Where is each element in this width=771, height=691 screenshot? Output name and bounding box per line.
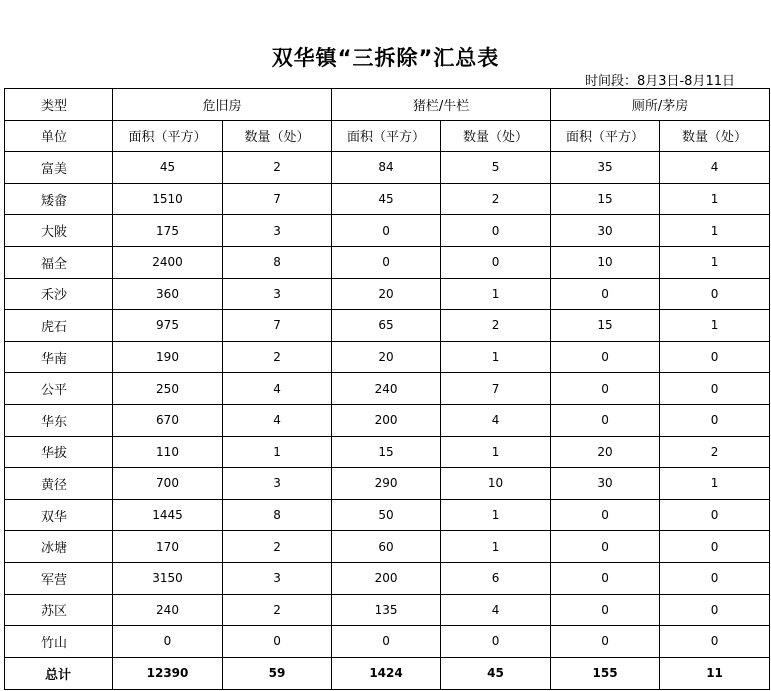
count-header-cell: 数量（处）: [441, 120, 551, 152]
page-title: 双华镇“三拆除”汇总表: [271, 46, 500, 70]
house-area-cell: 360: [113, 278, 223, 310]
house-count-cell: 4: [223, 373, 332, 405]
table-row: [5, 373, 770, 405]
area-header-cell: 面积（平方）: [332, 120, 441, 152]
pigsty-area-cell: 0: [332, 626, 441, 658]
pigsty-count-cell: 45: [441, 657, 551, 689]
house-area-cell: 3150: [113, 562, 223, 594]
unit-name-cell: 竹山: [5, 626, 113, 658]
house-area-cell: 170: [113, 531, 223, 563]
table-row: [5, 183, 770, 215]
unit-name-cell: 公平: [5, 373, 113, 405]
unit-name-cell: 禾沙: [5, 278, 113, 310]
pigsty-area-cell: 20: [332, 341, 441, 373]
pigsty-area-cell: 0: [332, 246, 441, 278]
table-row: [5, 310, 770, 342]
house-area-cell: 190: [113, 341, 223, 373]
house-count-cell: 8: [223, 246, 332, 278]
count-header-cell: 数量（处）: [223, 120, 332, 152]
pigsty-count-cell: 0: [441, 626, 551, 658]
house-area-cell: 700: [113, 468, 223, 500]
house-count-cell: 2: [223, 341, 332, 373]
house-count-cell: 3: [223, 562, 332, 594]
area-header-cell: 面积（平方）: [551, 120, 660, 152]
pigsty-area-cell: 15: [332, 436, 441, 468]
toilet-count-cell: 0: [660, 499, 770, 531]
total-label-cell: 总计: [5, 657, 113, 689]
pigsty-area-cell: 0: [332, 215, 441, 247]
pigsty-count-cell: 4: [441, 594, 551, 626]
pigsty-count-cell: 1: [441, 436, 551, 468]
house-area-cell: 975: [113, 310, 223, 342]
house-area-cell: 250: [113, 373, 223, 405]
table-row: [5, 594, 770, 626]
table-row: [5, 436, 770, 468]
pigsty-count-cell: 6: [441, 562, 551, 594]
pigsty-area-cell: 20: [332, 278, 441, 310]
house-count-cell: 7: [223, 310, 332, 342]
toilet-count-cell: 0: [660, 594, 770, 626]
unit-name-cell: 苏区: [5, 594, 113, 626]
house-count-cell: 0: [223, 626, 332, 658]
toilet-area-cell: 0: [551, 341, 660, 373]
toilet-area-cell: 30: [551, 468, 660, 500]
pigsty-area-cell: 135: [332, 594, 441, 626]
table-row: [5, 215, 770, 247]
area-header-cell: 面积（平方）: [113, 120, 223, 152]
toilet-area-cell: 0: [551, 278, 660, 310]
house-area-cell: 1510: [113, 183, 223, 215]
table-row: [5, 499, 770, 531]
unit-name-cell: 黄径: [5, 468, 113, 500]
pigsty-area-cell: 1424: [332, 657, 441, 689]
pigsty-count-cell: 5: [441, 152, 551, 184]
house-area-cell: 0: [113, 626, 223, 658]
toilet-area-cell: 20: [551, 436, 660, 468]
toilet-count-cell: 0: [660, 626, 770, 658]
toilet-area-cell: 0: [551, 404, 660, 436]
toilet-count-cell: 0: [660, 278, 770, 310]
unit-name-cell: 双华: [5, 499, 113, 531]
unit-name-cell: 虎石: [5, 310, 113, 342]
toilet-area-cell: 0: [551, 562, 660, 594]
pigsty-area-cell: 290: [332, 468, 441, 500]
type-header-cell: 类型: [5, 89, 113, 121]
unit-name-cell: 华南: [5, 341, 113, 373]
unit-name-cell: 福全: [5, 246, 113, 278]
house-area-cell: 670: [113, 404, 223, 436]
toilet-count-cell: 11: [660, 657, 770, 689]
house-area-cell: 2400: [113, 246, 223, 278]
toilet-area-cell: 10: [551, 246, 660, 278]
table-row: [5, 246, 770, 278]
summary-table-body: [5, 89, 770, 690]
toilet-area-cell: 0: [551, 594, 660, 626]
toilet-count-cell: 0: [660, 341, 770, 373]
pigsty-area-cell: 84: [332, 152, 441, 184]
pigsty-count-cell: 0: [441, 215, 551, 247]
header-row-units: [5, 120, 770, 152]
table-row: [5, 626, 770, 658]
toilet-area-cell: 30: [551, 215, 660, 247]
toilet-count-cell: 0: [660, 562, 770, 594]
toilet-count-cell: 1: [660, 468, 770, 500]
house-count-cell: 2: [223, 152, 332, 184]
toilet-area-cell: 0: [551, 499, 660, 531]
total-row: [5, 657, 770, 689]
house-area-cell: 12390: [113, 657, 223, 689]
house-count-cell: 7: [223, 183, 332, 215]
house-area-cell: 175: [113, 215, 223, 247]
table-row: [5, 152, 770, 184]
pigsty-area-cell: 50: [332, 499, 441, 531]
house-count-cell: 2: [223, 531, 332, 563]
toilet-count-cell: 1: [660, 246, 770, 278]
toilet-area-cell: 35: [551, 152, 660, 184]
toilet-count-cell: 2: [660, 436, 770, 468]
pigsty-count-cell: 1: [441, 531, 551, 563]
table-row: [5, 278, 770, 310]
pigsty-count-cell: 1: [441, 341, 551, 373]
unit-name-cell: 大陂: [5, 215, 113, 247]
pigsty-area-cell: 200: [332, 562, 441, 594]
count-header-cell: 数量（处）: [660, 120, 770, 152]
house-area-cell: 45: [113, 152, 223, 184]
unit-name-cell: 华东: [5, 404, 113, 436]
house-count-cell: 4: [223, 404, 332, 436]
unit-name-cell: 矮畲: [5, 183, 113, 215]
table-row: [5, 404, 770, 436]
toilet-area-cell: 0: [551, 626, 660, 658]
house-count-cell: 2: [223, 594, 332, 626]
unit-name-cell: 华拔: [5, 436, 113, 468]
toilet-count-cell: 0: [660, 531, 770, 563]
toilet-area-cell: 0: [551, 373, 660, 405]
unit-name-cell: 冰塘: [5, 531, 113, 563]
pigsty-count-cell: 10: [441, 468, 551, 500]
header-row-types: [5, 89, 770, 121]
pigsty-count-cell: 7: [441, 373, 551, 405]
house-count-cell: 8: [223, 499, 332, 531]
pigsty-count-cell: 0: [441, 246, 551, 278]
toilet-count-cell: 0: [660, 373, 770, 405]
house-area-cell: 1445: [113, 499, 223, 531]
pigsty-count-cell: 2: [441, 310, 551, 342]
table-row: [5, 562, 770, 594]
group-header-pigsty-cowshed: 猪栏/牛栏: [332, 89, 551, 121]
unit-name-cell: 军营: [5, 562, 113, 594]
pigsty-count-cell: 2: [441, 183, 551, 215]
group-header-dilapidated-house: 危旧房: [113, 89, 332, 121]
house-count-cell: 1: [223, 436, 332, 468]
toilet-area-cell: 155: [551, 657, 660, 689]
house-area-cell: 240: [113, 594, 223, 626]
group-header-toilet-outhouse: 厕所/茅房: [551, 89, 770, 121]
house-count-cell: 3: [223, 278, 332, 310]
pigsty-area-cell: 240: [332, 373, 441, 405]
pigsty-count-cell: 4: [441, 404, 551, 436]
house-count-cell: 3: [223, 468, 332, 500]
toilet-count-cell: 1: [660, 215, 770, 247]
house-count-cell: 3: [223, 215, 332, 247]
table-row: [5, 468, 770, 500]
toilet-count-cell: 1: [660, 310, 770, 342]
toilet-area-cell: 15: [551, 310, 660, 342]
unit-header-cell: 单位: [5, 120, 113, 152]
pigsty-area-cell: 45: [332, 183, 441, 215]
toilet-count-cell: 4: [660, 152, 770, 184]
toilet-area-cell: 0: [551, 531, 660, 563]
pigsty-count-cell: 1: [441, 278, 551, 310]
pigsty-count-cell: 1: [441, 499, 551, 531]
summary-table: [4, 88, 770, 690]
house-count-cell: 59: [223, 657, 332, 689]
unit-name-cell: 富美: [5, 152, 113, 184]
table-row: [5, 531, 770, 563]
pigsty-area-cell: 60: [332, 531, 441, 563]
toilet-count-cell: 0: [660, 404, 770, 436]
pigsty-area-cell: 65: [332, 310, 441, 342]
toilet-area-cell: 15: [551, 183, 660, 215]
toilet-count-cell: 1: [660, 183, 770, 215]
pigsty-area-cell: 200: [332, 404, 441, 436]
house-area-cell: 110: [113, 436, 223, 468]
table-row: [5, 341, 770, 373]
time-period-label: 时间段：8月3日-8月11日: [584, 74, 735, 89]
